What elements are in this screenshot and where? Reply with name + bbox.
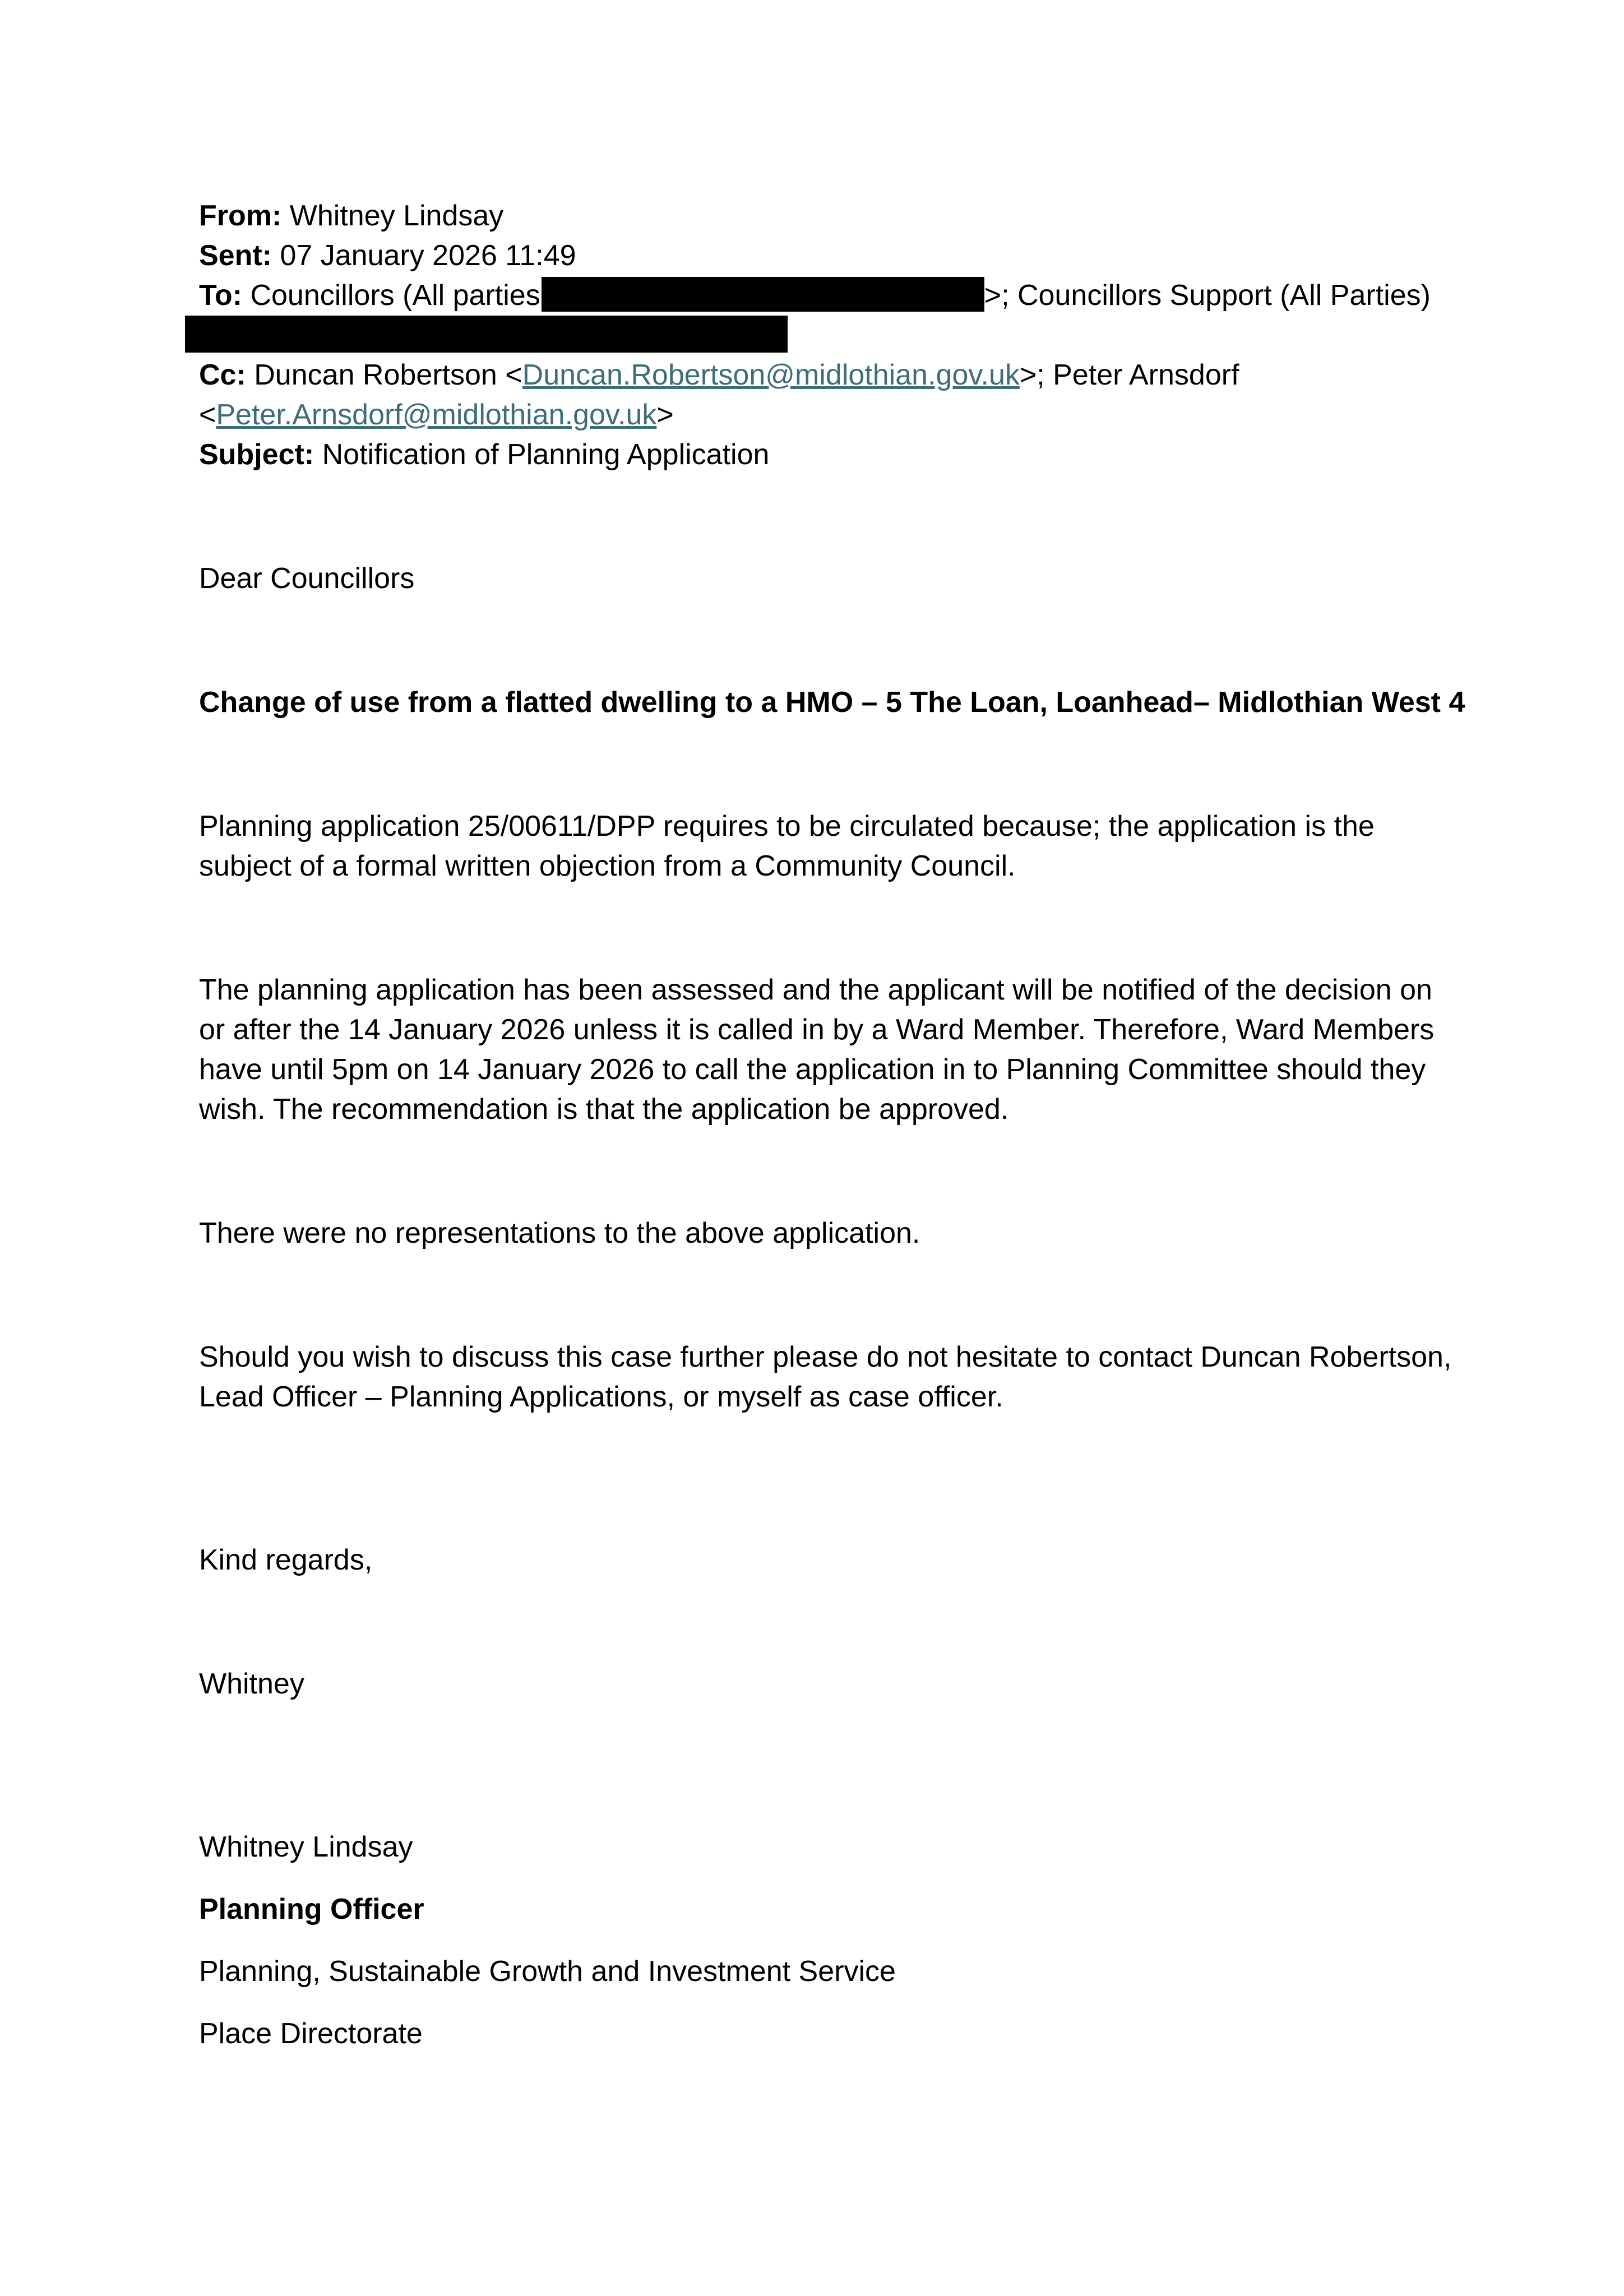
to-line-2 <box>199 316 1460 355</box>
signature-service: Planning, Sustainable Growth and Investment Service <box>199 1955 896 1988</box>
cc-label: Cc: <box>199 359 246 391</box>
to-line <box>199 276 1460 316</box>
signature-name: Whitney Lindsay <box>199 1831 413 1863</box>
sent-line <box>199 236 1460 276</box>
cc-email-link-2[interactable]: Peter.Arnsdorf@midlothian.gov.uk <box>216 399 657 431</box>
subject-value: Notification of Planning Application <box>322 438 770 471</box>
sender-first-name: Whitney <box>199 1668 304 1700</box>
paragraph-circulation: Planning application 25/00611/DPP requires to be circulated because; the application is the subject of a formal written objection from a Community Council. <box>199 810 1375 882</box>
cc-mid: >; Peter Arnsdorf <box>1019 359 1239 391</box>
signature-title: Planning Officer <box>199 1893 424 1925</box>
to-value-part2: ; Councillors Support (All Parties) <box>1001 279 1431 312</box>
signature-directorate: Place Directorate <box>199 2017 423 2050</box>
redaction-bar <box>185 316 788 353</box>
from-line <box>199 196 1460 236</box>
closing: Kind regards, <box>199 1544 373 1576</box>
paragraph-representations: There were no representations to the above application. <box>199 1217 920 1249</box>
greeting: Dear Councillors <box>199 562 415 595</box>
to-block <box>199 276 1460 355</box>
paragraph-call-in: The planning application has been assessed and the applicant will be notified of the decision on or after the 14 January 2026 unless it is called in by a Ward Member. Therefore, Ward Members have until 5pm on 14 January 2026 to call the application in to Planning Committee should they wish. The recommendation is that the application be approved. <box>199 974 1435 1126</box>
cc-gt: > <box>656 399 674 431</box>
sent-value: 07 January 2026 11:49 <box>280 239 576 272</box>
cc-email-link-1[interactable]: Duncan.Robertson@midlothian.gov.uk <box>522 359 1020 391</box>
sent-label: Sent: <box>199 239 272 272</box>
cc-line <box>199 355 1460 435</box>
to-label: To: <box>199 279 242 312</box>
to-gt: > <box>984 279 1002 312</box>
subject-label: Subject: <box>199 438 314 471</box>
to-value-part1: Councillors (All parties <box>250 279 540 312</box>
paragraph-contact: Should you wish to discuss this case further please do not hesitate to contact Duncan Robertson, Lead Officer – Planning Applications, or myself as case officer. <box>199 1341 1452 1413</box>
cc-name-1: Duncan Robertson < <box>254 359 522 391</box>
from-value: Whitney Lindsay <box>289 200 504 232</box>
email-document <box>199 196 1465 2054</box>
proposal-heading: Change of use from a flatted dwelling to a HMO – 5 The Loan, Loanhead– Midlothian West 4 <box>199 686 1465 719</box>
from-label: From: <box>199 200 282 232</box>
redaction-bar <box>542 277 984 312</box>
cc-lt: < <box>199 399 216 431</box>
subject-line <box>199 435 1460 475</box>
